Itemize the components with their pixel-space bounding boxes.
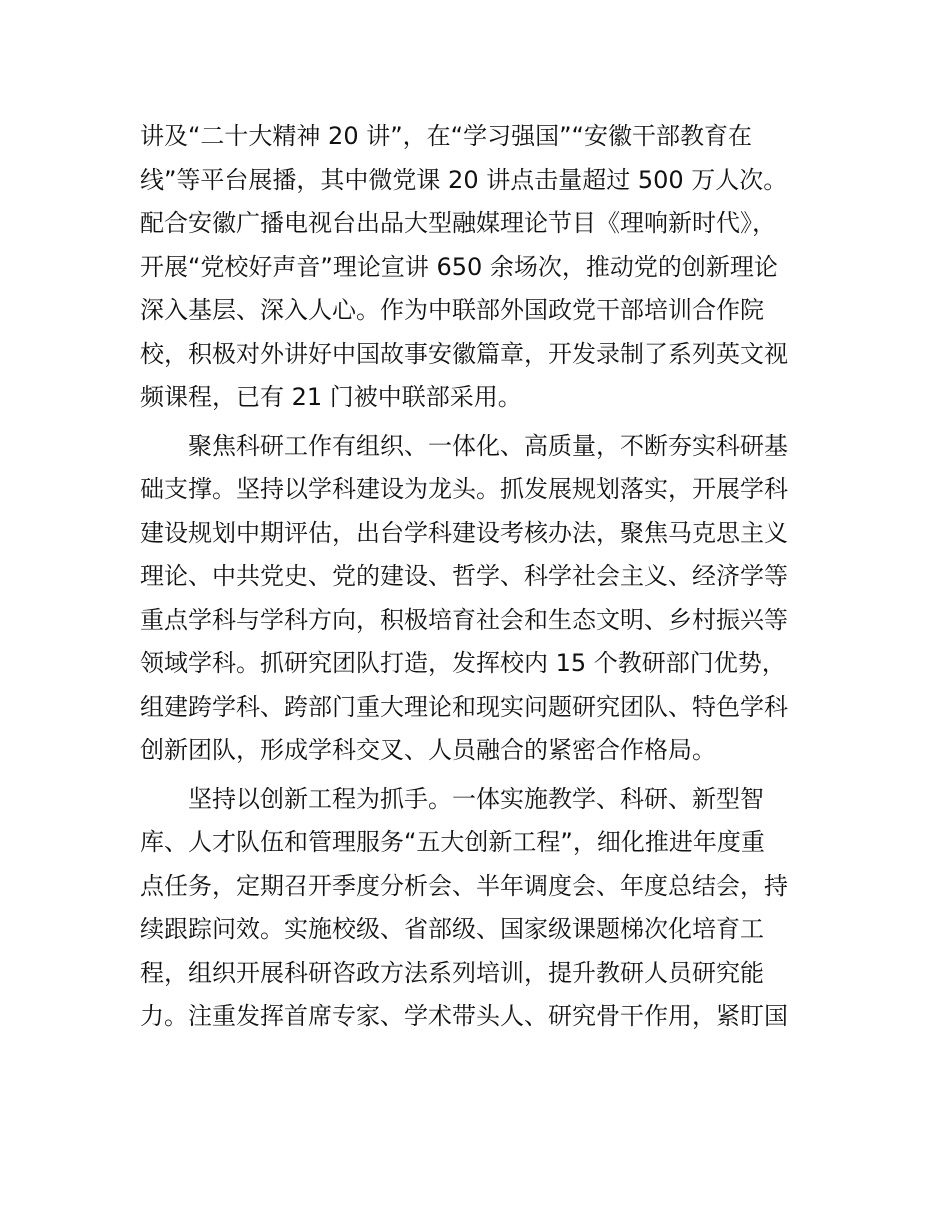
paragraph-line: 开展“党校好声音”理论宣讲 650 余场次，推动党的创新理论 <box>140 252 778 281</box>
paragraph-line: 创新团队，形成学科交叉、人员融合的紧密合作格局。 <box>140 736 716 764</box>
paragraph-2 <box>140 425 812 773</box>
paragraph-line: 配合安徽广播电视台出品大型融媒理论节目《理响新时代》， <box>140 209 776 237</box>
paragraph-line: 力。注重发挥首席专家、学术带头人、研究骨干作用，紧盯国 <box>140 1002 788 1030</box>
paragraph-line: 建设规划中期评估，出台学科建设考核办法，聚焦马克思主义 <box>140 518 788 547</box>
paragraph-line: 线”等平台展播，其中微党课 20 讲点击量超过 500 万人次。 <box>140 165 788 194</box>
paragraph-line: 聚焦科研工作有组织、一体化、高质量，不断夯实科研基 <box>188 431 788 460</box>
paragraph-line: 坚持以创新工程为抓手。一体实施教学、科研、新型智 <box>188 784 764 813</box>
paragraph-line: 库、人才队伍和管理服务“五大创新工程”，细化推进年度重 <box>140 828 765 856</box>
paragraph-line: 领域学科。抓研究团队打造，发挥校内 15 个教研部门优势， <box>140 649 786 677</box>
paragraph-1 <box>140 115 812 420</box>
paragraph-line: 组建跨学科、跨部门重大理论和现实问题研究团队、特色学科 <box>140 692 788 721</box>
paragraph-line: 深入基层、深入人心。作为中联部外国政党干部培训合作院 <box>140 296 764 324</box>
paragraph-line: 础支撑。坚持以学科建设为龙头。抓发展规划落实，开展学科 <box>140 475 788 503</box>
document-body <box>140 115 812 1044</box>
paragraph-line: 点任务，定期召开季度分析会、半年调度会、年度总结会，持 <box>140 871 788 900</box>
paragraph-line: 重点学科与学科方向，积极培育社会和生态文明、乡村振兴等 <box>140 605 788 634</box>
paragraph-line: 校，积极对外讲好中国故事安徽篇章，开发录制了系列英文视 <box>140 339 788 368</box>
paragraph-line: 频课程，已有 21 门被中联部采用。 <box>140 383 522 411</box>
paragraph-3 <box>140 778 812 1039</box>
paragraph-line: 程，组织开展科研咨政方法系列培训，提升教研人员研究能 <box>140 958 764 987</box>
paragraph-line: 理论、中共党史、党的建设、哲学、科学社会主义、经济学等 <box>140 562 788 590</box>
paragraph-line: 讲及“二十大精神 20 讲”，在“学习强国”“安徽干部教育在 <box>140 122 752 150</box>
paragraph-line: 续跟踪问效。实施校级、省部级、国家级课题梯次化培育工 <box>140 915 764 943</box>
